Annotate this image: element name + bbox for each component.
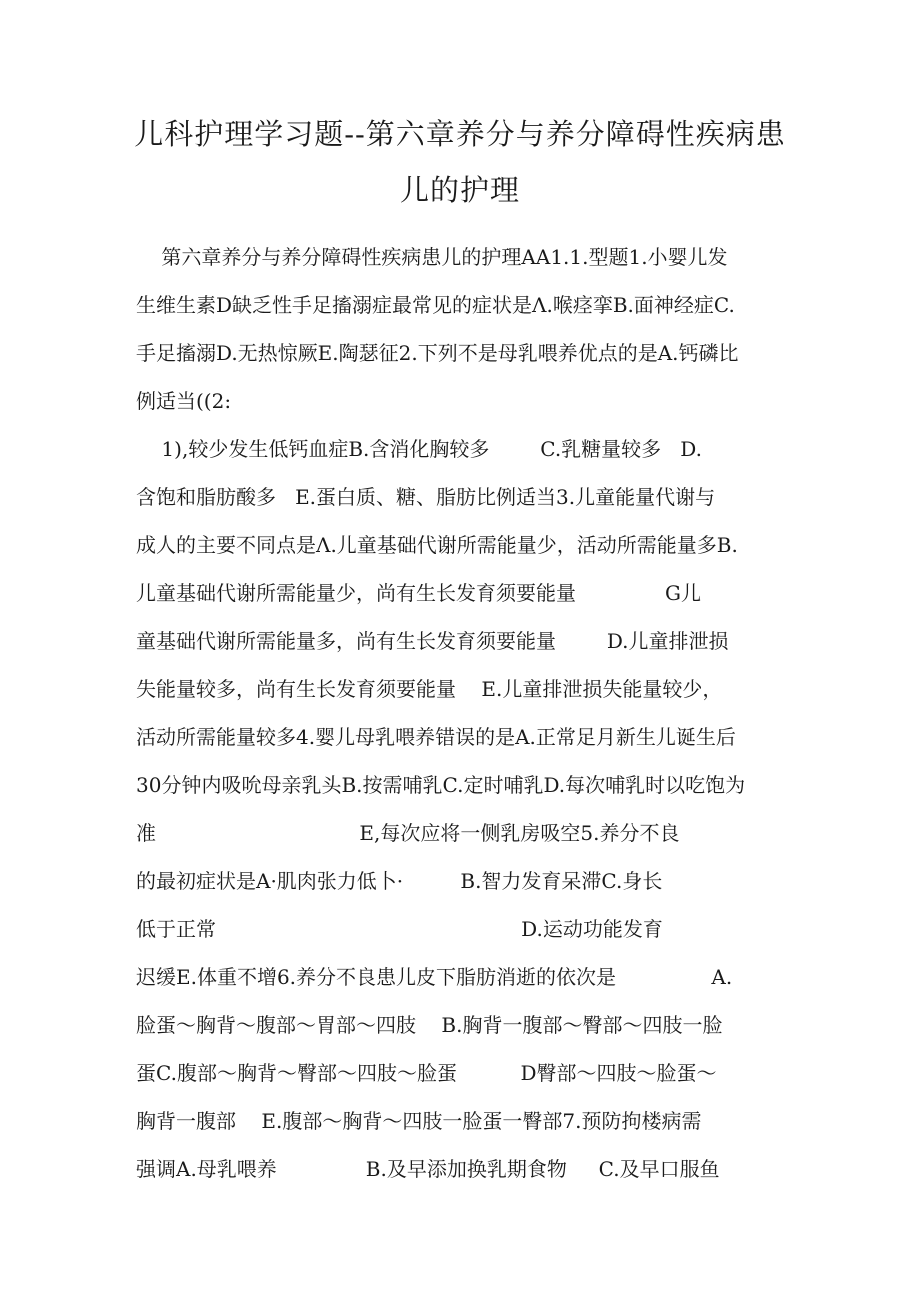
body-line: 30分钟内吸吮母亲乳头B.按需哺乳C.定时哺乳D.每次哺乳时以吃饱为 xyxy=(136,773,746,797)
body-line: 蛋C.腹部～胸背～臀部～四肢～脸蛋 D臀部～四肢～脸蛋～ xyxy=(136,1061,717,1085)
body-line: 准 E,每次应将一侧乳房吸空5.养分不良 xyxy=(136,821,680,845)
body-line: 失能量较多，尚有生长发育须要能量 E.儿童排泄损失能量较少， xyxy=(136,677,723,701)
body-line: 的最初症状是A·肌肉张力低卜· B.智力发育呆滞C.身长 xyxy=(136,869,663,893)
body-line: 迟缓E.体重不增6.养分不良患儿皮下脂肪消逝的依次是 A. xyxy=(136,965,733,989)
body-line: 含饱和脂肪酸多 E.蛋白质、糖、脂肪比例适当3.儿童能量代谢与 xyxy=(136,485,716,509)
body-line: 强调A.母乳喂养 B.及早添加换乳期食物 C.及早口服鱼 xyxy=(136,1157,720,1181)
body-line: 儿童基础代谢所需能量少，尚有生长发育须要能量 G儿 xyxy=(136,581,701,605)
body-line: 第六章养分与养分障碍性疾病患儿的护理AA1.1.型题1.小婴儿发 xyxy=(136,245,728,269)
body-line: 1),较少发生低钙血症B.含消化胸较多 C.乳糖量较多 D. xyxy=(136,437,702,461)
body-line: 活动所需能量较多4.婴儿母乳喂养错误的是A.正常足月新生儿诞生后 xyxy=(136,725,736,749)
page-title-line-1: 儿科护理学习题--第六章养分与养分障碍性疾病患 xyxy=(134,117,786,151)
body-line: 成人的主要不同点是Λ.儿童基础代谢所需能量少，活动所需能量多B. xyxy=(136,533,738,557)
body-line: 例适当((2: xyxy=(136,389,232,413)
body-line: 手足搐溺D.无热惊厥E.陶瑟征2.下列不是母乳喂养优点的是A.钙磷比 xyxy=(136,341,739,365)
body-line: 生维生素D缺乏性手足搐溺症最常见的症状是Λ.喉痉挛B.面神经症C. xyxy=(136,293,735,317)
page-title-line-2: 儿的护理 xyxy=(399,173,520,207)
body-line: 低于正常 D.运动功能发育 xyxy=(136,917,663,941)
body-line: 胸背一腹部 E.腹部～胸背～四肢一脸蛋一臀部7.预防拘楼病需 xyxy=(136,1109,702,1133)
body-line: 脸蛋～胸背～腹部～胃部～四肢 B.胸背一腹部～臀部～四肢一脸 xyxy=(136,1013,723,1037)
body-line: 童基础代谢所需能量多，尚有生长发育须要能量 D.儿童排泄损 xyxy=(136,629,729,653)
